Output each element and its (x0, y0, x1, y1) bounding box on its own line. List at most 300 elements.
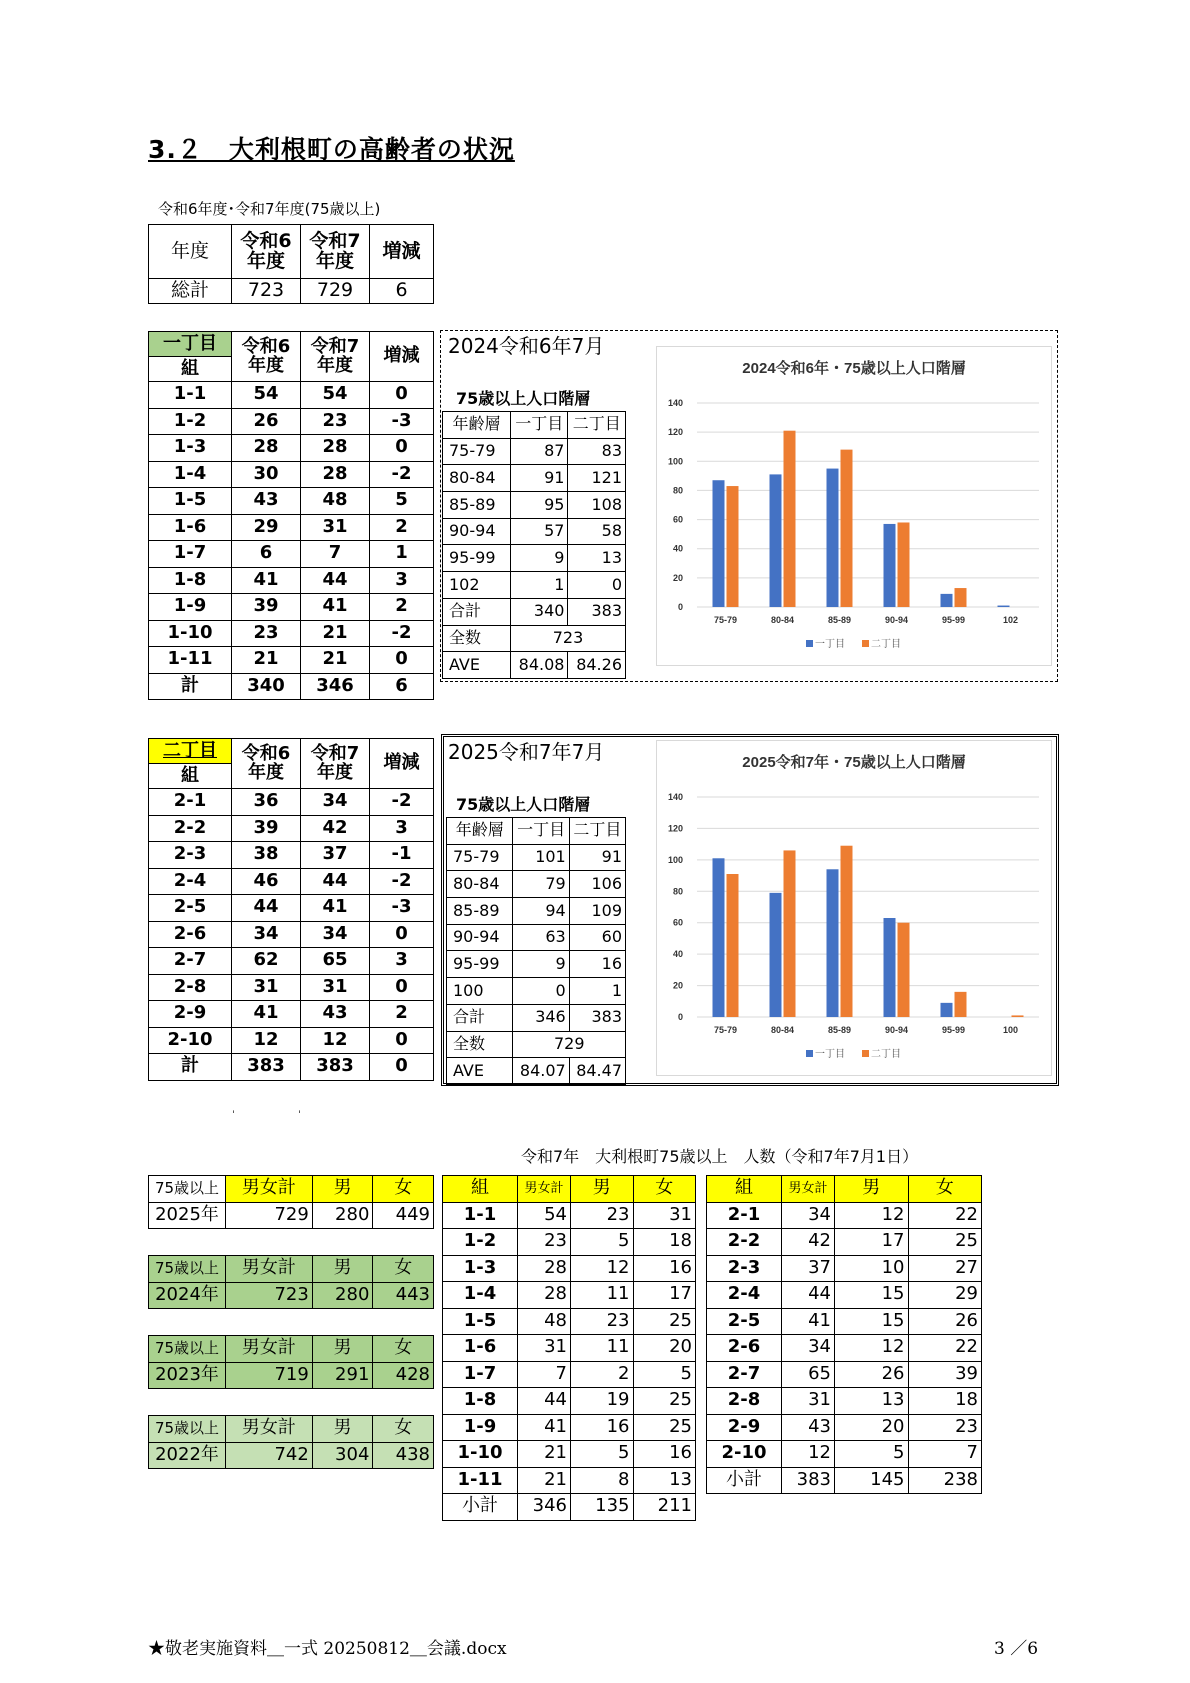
kumi-row (443, 1255, 696, 1282)
summary-header-r6: 令和6 年度 (232, 225, 301, 279)
age-value-cell: 0 (513, 978, 569, 1005)
summary-header-diff: 増減 (370, 225, 434, 279)
age-value-cell: 58 (568, 518, 626, 545)
bar-一丁目-80-84 (770, 474, 782, 607)
chome2-row (149, 789, 434, 816)
kumi-row (707, 1282, 982, 1309)
kumi-row (707, 1229, 982, 1256)
r7-cell: 43 (301, 1001, 370, 1028)
legend-label: 一丁目 (815, 639, 845, 650)
kumi-value-cell: 34 (782, 1202, 835, 1229)
r7-cell: 28 (301, 435, 370, 462)
kumi-cell: 1-3 (149, 435, 232, 462)
kumi-value-cell: 16 (633, 1255, 696, 1282)
x-tick-label: 85-89 (827, 1025, 852, 1035)
kumi-value-cell: 7 (518, 1361, 571, 1388)
age-value-cell: 383 (569, 1004, 625, 1031)
kumi-value-cell: 31 (633, 1202, 696, 1229)
y-tick-label: 100 (667, 456, 683, 467)
age-header-cell: 年齢層 (443, 412, 511, 439)
bar-二丁目-80-84 (784, 431, 796, 607)
age-label-cell: 80-84 (443, 465, 511, 492)
age-value-cell: 383 (568, 598, 626, 625)
bar-二丁目-80-84 (784, 850, 796, 1017)
y-tick-label: 40 (672, 543, 683, 554)
year-table-2022年 (148, 1415, 434, 1469)
y-tick-label: 0 (677, 1012, 683, 1022)
kumi-value-cell: 5 (835, 1441, 909, 1468)
kumi-value-cell: 5 (633, 1361, 696, 1388)
diff-cell: -2 (370, 789, 434, 816)
kumi-header-cell: 男 (835, 1176, 909, 1203)
chome2-row (149, 1027, 434, 1054)
age-label-cell: 合計 (443, 598, 511, 625)
age-header-cell: 一丁目 (510, 412, 568, 439)
diff-cell: 5 (370, 488, 434, 515)
summary-total-r7: 729 (301, 279, 370, 304)
diff-cell: 1 (370, 541, 434, 568)
year-header-cell: 女 (373, 1176, 434, 1203)
r7-cell: 34 (301, 789, 370, 816)
kumi-row (443, 1282, 696, 1309)
age-value-cell: 121 (568, 465, 626, 492)
chome1-row (149, 541, 434, 568)
chome2-row (149, 842, 434, 869)
kumi-value-cell: 5 (571, 1441, 634, 1468)
chart-2025 (656, 740, 1052, 1076)
kumi-value-cell: 39 (908, 1361, 982, 1388)
kumi-name-cell: 2-8 (707, 1388, 782, 1415)
age-header-cell: 年齢層 (447, 818, 513, 845)
x-tick-label: 100 (1002, 1025, 1019, 1035)
chart-title: 2024令和6年・75歳以上人口階層 (742, 360, 966, 377)
y-tick-label: 120 (667, 823, 683, 834)
r7-cell: 48 (301, 488, 370, 515)
diff-cell: -1 (370, 842, 434, 869)
age-value-cell: 91 (569, 844, 625, 871)
chome1-row (149, 461, 434, 488)
kumi-cell: 2-3 (149, 842, 232, 869)
kumi-value-cell: 12 (571, 1255, 634, 1282)
kumi-value-cell: 20 (835, 1414, 909, 1441)
kumi-name-cell: 1-2 (443, 1229, 518, 1256)
kumi-value-cell: 29 (908, 1282, 982, 1309)
x-tick-label: 75-79 (713, 615, 738, 625)
age-value-cell: 346 (513, 1004, 569, 1031)
chome2-label: 二丁目 (149, 739, 232, 764)
age-row (443, 465, 626, 492)
r6-cell: 46 (232, 868, 301, 895)
kumi-row (443, 1467, 696, 1494)
year-value-cell: 304 (312, 1442, 373, 1469)
diff-cell: -2 (370, 868, 434, 895)
chome1-row (149, 488, 434, 515)
kumi-header-cell: 男女計 (782, 1176, 835, 1203)
kumi-value-cell: 13 (835, 1388, 909, 1415)
legend-label: 二丁目 (871, 639, 901, 650)
kumi-name-cell: 1-3 (443, 1255, 518, 1282)
kumi-value-cell: 17 (835, 1229, 909, 1256)
all-label-cell: 全数 (447, 1031, 513, 1058)
year-value-cell: 723 (226, 1282, 313, 1309)
kumi-value-cell: 44 (518, 1388, 571, 1415)
r6-cell: 39 (232, 594, 301, 621)
x-tick-label: 90-94 (884, 615, 909, 625)
age-row (447, 1004, 626, 1031)
bar-一丁目-75-79 (713, 480, 725, 607)
bar-一丁目-80-84 (770, 893, 782, 1017)
kumi-row (707, 1308, 982, 1335)
age-value-cell: 106 (569, 871, 625, 898)
r6-cell: 26 (232, 408, 301, 435)
x-tick-label: 95-99 (941, 1025, 966, 1035)
kumi-value-cell: 22 (908, 1335, 982, 1362)
chome2-header-kumi: 組 (149, 764, 232, 789)
bar-二丁目-85-89 (841, 450, 853, 607)
age-value-cell: 94 (513, 898, 569, 925)
kumi-cell: 1-6 (149, 514, 232, 541)
footer-page: 3 ／6 (994, 1639, 1039, 1659)
year-cell: 2022年 (149, 1442, 226, 1469)
x-tick-label: 75-79 (713, 1025, 738, 1035)
age-value-cell: 340 (510, 598, 568, 625)
kumi-value-cell: 25 (633, 1308, 696, 1335)
age-label-cell: 95-99 (443, 545, 511, 572)
kumi-cell: 2-6 (149, 921, 232, 948)
year-header-cell: 女 (373, 1256, 434, 1283)
kumi-name-cell: 1-11 (443, 1467, 518, 1494)
bar-二丁目-95-99 (955, 588, 967, 607)
kumi-header-cell: 組 (707, 1176, 782, 1203)
age-table-2024 (442, 411, 626, 679)
year-header-cell: 男女計 (226, 1256, 313, 1283)
age-label-cell: 85-89 (443, 492, 511, 519)
age-label-cell: 100 (447, 978, 513, 1005)
age-value-cell: 9 (510, 545, 568, 572)
age-value-cell: 91 (510, 465, 568, 492)
subtotal-value-cell: 145 (835, 1467, 909, 1494)
kumi-cell: 2-9 (149, 1001, 232, 1028)
legend-swatch (862, 1050, 869, 1057)
year-cell: 2024年 (149, 1282, 226, 1309)
chome2-table (148, 738, 434, 1081)
x-tick-label: 80-84 (770, 1025, 795, 1035)
kumi-value-cell: 23 (908, 1414, 982, 1441)
kumi-value-cell: 42 (782, 1229, 835, 1256)
summary-total-label: 総計 (149, 279, 232, 304)
kumi-value-cell: 13 (633, 1467, 696, 1494)
year-header-cell: 男 (312, 1416, 373, 1443)
kumi-cell: 1-9 (149, 594, 232, 621)
chome2-row (149, 921, 434, 948)
chart-2025-svg (657, 741, 1051, 1075)
bar-二丁目-90-94 (898, 522, 910, 607)
kumi-value-cell: 11 (571, 1282, 634, 1309)
kumi-name-cell: 2-1 (707, 1202, 782, 1229)
age-row (443, 518, 626, 545)
year-header-cell: 女 (373, 1336, 434, 1363)
kumi-row (443, 1388, 696, 1415)
kumi-value-cell: 16 (633, 1441, 696, 1468)
age-row (443, 545, 626, 572)
r7-cell: 21 (301, 620, 370, 647)
kumi-cell: 2-7 (149, 948, 232, 975)
kumi-value-cell: 25 (908, 1229, 982, 1256)
age-value-cell: 0 (568, 572, 626, 599)
r7-cell: 28 (301, 461, 370, 488)
ave-label-cell: AVE (443, 652, 511, 679)
kumi-row (707, 1388, 982, 1415)
subtotal-value-cell: 238 (908, 1467, 982, 1494)
age-value-cell: 79 (513, 871, 569, 898)
diff-cell: 2 (370, 514, 434, 541)
age-row (447, 978, 626, 1005)
kumi-value-cell: 2 (571, 1361, 634, 1388)
subtotal-label-cell: 小計 (443, 1494, 518, 1521)
age-value-cell: 83 (568, 438, 626, 465)
r7-cell: 23 (301, 408, 370, 435)
kumi-value-cell: 12 (782, 1441, 835, 1468)
x-tick-label: 90-94 (884, 1025, 909, 1035)
year-label-cell: 75歳以上 (149, 1416, 226, 1443)
chome1-header-kumi: 組 (149, 357, 232, 382)
kumi-cell: 1-10 (149, 620, 232, 647)
kumi-value-cell: 23 (571, 1202, 634, 1229)
r7-cell: 21 (301, 647, 370, 674)
kumi-row (443, 1414, 696, 1441)
kumi-value-cell: 18 (633, 1229, 696, 1256)
kumi-value-cell: 26 (908, 1308, 982, 1335)
kumi-cell: 2-8 (149, 974, 232, 1001)
age-value-cell: 95 (510, 492, 568, 519)
r6-cell: 34 (232, 921, 301, 948)
kumi-row (443, 1361, 696, 1388)
year-value-cell: 443 (373, 1282, 434, 1309)
diff-cell: 0 (370, 974, 434, 1001)
diff-cell: 3 (370, 815, 434, 842)
age-row (443, 572, 626, 599)
r6-cell: 28 (232, 435, 301, 462)
kumi-name-cell: 2-6 (707, 1335, 782, 1362)
subtotal-label-cell: 小計 (707, 1467, 782, 1494)
kumi-cell: 1-4 (149, 461, 232, 488)
age-row (443, 598, 626, 625)
chome1-label: 一丁目 (149, 332, 232, 357)
year-value-cell: 291 (312, 1362, 373, 1389)
y-tick-label: 100 (667, 854, 683, 865)
diff-cell: -3 (370, 408, 434, 435)
kumi-value-cell: 34 (782, 1335, 835, 1362)
kumi-cell: 2-2 (149, 815, 232, 842)
age-value-cell: 63 (513, 924, 569, 951)
kumi-value-cell: 23 (518, 1229, 571, 1256)
kumi-value-cell: 16 (571, 1414, 634, 1441)
diff-cell: 0 (370, 435, 434, 462)
stray-mark: ˈ (232, 1110, 235, 1121)
bar-一丁目-90-94 (884, 524, 896, 607)
all-value-cell: 729 (513, 1031, 626, 1058)
summary-total-r6: 723 (232, 279, 301, 304)
subtotal-value-cell: 211 (633, 1494, 696, 1521)
year-table-2024年 (148, 1255, 434, 1309)
year-value-cell: 742 (226, 1442, 313, 1469)
r6-cell: 54 (232, 382, 301, 409)
ave-label-cell: AVE (447, 1058, 513, 1085)
chome2-total-row (149, 1054, 434, 1081)
summary-caption: 令和6年度･令和7年度(75歳以上) (158, 200, 381, 218)
kumi-value-cell: 10 (835, 1255, 909, 1282)
age-row (447, 898, 626, 925)
age-row (443, 438, 626, 465)
y-tick-label: 80 (672, 485, 683, 496)
chart-2024-svg (657, 347, 1051, 665)
kumi-value-cell: 15 (835, 1308, 909, 1335)
kumi-cell: 計 (149, 673, 232, 700)
r6-cell: 62 (232, 948, 301, 975)
bar-一丁目-85-89 (827, 469, 839, 607)
kumi-cell: 2-5 (149, 895, 232, 922)
diff-cell: -2 (370, 620, 434, 647)
kumi-name-cell: 1-5 (443, 1308, 518, 1335)
chome2-header-r7: 令和7 年度 (301, 739, 370, 789)
chome1-row (149, 408, 434, 435)
chome1-table (148, 331, 434, 700)
y-tick-label: 120 (667, 427, 683, 438)
r7-cell: 31 (301, 974, 370, 1001)
age-label-cell: 85-89 (447, 898, 513, 925)
bar-一丁目-95-99 (941, 1003, 953, 1017)
kumi-row (707, 1335, 982, 1362)
bar-一丁目-75-79 (713, 858, 725, 1017)
age-value-cell: 101 (513, 844, 569, 871)
chome1-row (149, 567, 434, 594)
r7-cell: 42 (301, 815, 370, 842)
diff-cell: 0 (370, 382, 434, 409)
x-tick-label: 95-99 (941, 615, 966, 625)
diff-cell: -2 (370, 461, 434, 488)
ave-value-cell: 84.08 (510, 652, 568, 679)
age-table-2025 (446, 817, 626, 1085)
year-cell: 2025年 (149, 1202, 226, 1229)
kumi-cell: 1-5 (149, 488, 232, 515)
chome1-row (149, 620, 434, 647)
year-value-cell: 280 (312, 1282, 373, 1309)
r6-cell: 39 (232, 815, 301, 842)
ave-value-cell: 84.26 (568, 652, 626, 679)
age-row (443, 492, 626, 519)
chome2-row (149, 815, 434, 842)
kumi-row (443, 1441, 696, 1468)
legend-label: 二丁目 (871, 1049, 901, 1060)
kumi-name-cell: 1-7 (443, 1361, 518, 1388)
r7-cell: 346 (301, 673, 370, 700)
r6-cell: 23 (232, 620, 301, 647)
diff-cell: 3 (370, 567, 434, 594)
chome1-row (149, 647, 434, 674)
year-header-cell: 男女計 (226, 1416, 313, 1443)
ave-value-cell: 84.07 (513, 1058, 569, 1085)
kumi-value-cell: 65 (782, 1361, 835, 1388)
r7-cell: 7 (301, 541, 370, 568)
chome1-header-r7: 令和7 年度 (301, 332, 370, 382)
bar-二丁目-75-79 (727, 874, 739, 1017)
kumi-value-cell: 8 (571, 1467, 634, 1494)
kumi-value-cell: 17 (633, 1282, 696, 1309)
age-label-cell: 90-94 (443, 518, 511, 545)
kumi-header-cell: 女 (633, 1176, 696, 1203)
kumi-cell: 2-10 (149, 1027, 232, 1054)
kumi-value-cell: 28 (518, 1255, 571, 1282)
year-header-cell: 男女計 (226, 1176, 313, 1203)
bar-二丁目-100 (1012, 1015, 1024, 1017)
r7-cell: 383 (301, 1054, 370, 1081)
kumi-name-cell: 2-10 (707, 1441, 782, 1468)
chome1-header-r6: 令和6 年度 (232, 332, 301, 382)
r6-cell: 31 (232, 974, 301, 1001)
y-tick-label: 40 (672, 949, 683, 960)
r6-cell: 36 (232, 789, 301, 816)
age-value-cell: 108 (568, 492, 626, 519)
section-heading: 3.２ 大利根町の高齢者の状況 (148, 135, 515, 164)
year-cell: 2023年 (149, 1362, 226, 1389)
age-header-cell: 二丁目 (569, 818, 625, 845)
kumi-row (443, 1335, 696, 1362)
chart-title: 2025令和7年・75歳以上人口階層 (742, 754, 966, 771)
kumi-name-cell: 2-2 (707, 1229, 782, 1256)
age-label-cell: 102 (443, 572, 511, 599)
kumi-row (707, 1361, 982, 1388)
legend-swatch (806, 1050, 813, 1057)
r7-cell: 12 (301, 1027, 370, 1054)
kumi1-table (442, 1175, 696, 1521)
chome2-row (149, 948, 434, 975)
age-value-cell: 13 (568, 545, 626, 572)
stray-mark: ˈ (298, 1110, 301, 1121)
chome2-row (149, 1001, 434, 1028)
x-tick-label: 80-84 (770, 615, 795, 625)
kumi-value-cell: 20 (633, 1335, 696, 1362)
kumi-cell: 1-2 (149, 408, 232, 435)
y-tick-label: 20 (672, 572, 683, 583)
kumi-value-cell: 43 (782, 1414, 835, 1441)
kumi-name-cell: 2-4 (707, 1282, 782, 1309)
diff-cell: 0 (370, 921, 434, 948)
kumi-name-cell: 1-4 (443, 1282, 518, 1309)
kumi-name-cell: 1-8 (443, 1388, 518, 1415)
r7-cell: 31 (301, 514, 370, 541)
kumi-row (707, 1414, 982, 1441)
kumi-header-cell: 男女計 (518, 1176, 571, 1203)
legend-swatch (806, 640, 813, 647)
all-label-cell: 全数 (443, 625, 511, 652)
chome2-row (149, 974, 434, 1001)
age-label-cell: 75-79 (443, 438, 511, 465)
ave-value-cell: 84.47 (569, 1058, 625, 1085)
kumi-row (443, 1229, 696, 1256)
kumi-header-cell: 男 (571, 1176, 634, 1203)
chome2-row (149, 868, 434, 895)
year-value-cell: 719 (226, 1362, 313, 1389)
bar-二丁目-90-94 (898, 923, 910, 1017)
bar-一丁目-95-99 (941, 594, 953, 607)
panel-2024-subtitle: 75歳以上人口階層 (456, 389, 591, 408)
diff-cell: -3 (370, 895, 434, 922)
y-tick-label: 140 (667, 792, 683, 802)
age-value-cell: 109 (569, 898, 625, 925)
kumi-value-cell: 23 (571, 1308, 634, 1335)
r6-cell: 21 (232, 647, 301, 674)
kumi-value-cell: 11 (571, 1335, 634, 1362)
